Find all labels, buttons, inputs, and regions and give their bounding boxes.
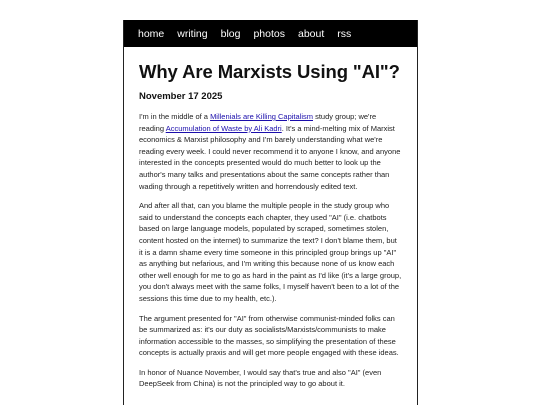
post-content [124, 47, 417, 390]
nav-photos-link[interactable]: photos [253, 27, 285, 40]
post-title: Why Are Marxists Using "AI"? [139, 61, 400, 82]
accumulation-of-waste-link[interactable]: Accumulation of Waste by Ali Kadri [165, 123, 282, 133]
post-date: November 17 2025 [139, 91, 223, 102]
nav-home-link[interactable]: home [138, 27, 165, 40]
paragraph-2: And after all that, can you blame the multiple people in the study group who said to understand the concepts each chapter, they used "AI" (i.e. chatbots based on large language models, populated by scraped, sometimes stolen, content hosted on the internet) to summarize the text? I don't blame them, but it is a damn shame every time someone in this principled group brings up "AI" as anything but nefarious, and I'm writing this because none of us know each other well enough for me to go as hard in the paint as I'd like (it's a large group, you don't always meet with the same folks, I myself haven't been to a lot of the sessions this time due to my health, etc.). [139, 201, 402, 303]
paragraph-1-text-a: I'm in the middle of a [139, 112, 211, 121]
nav-rss-link[interactable]: rss [337, 27, 352, 40]
paragraph-1-text-c: . It's a mind-melting mix of Marxist economics & Marxist philosophy and I'm barely understanding what we're reading every week. I could never recommend it to anyone I know, and anyone interested in the concepts presented would do much better to look up the author's many talks and presentations about the same concepts rather than wading through a repetitively written and horrendously edited text. [139, 123, 401, 191]
paragraph-3: The argument presented for "AI" from otherwise communist-minded folks can be summarized as: it's our duty as socialists/Marxists/communists to make information accessible to the masses, so simplifying the presentation of these concepts is actually praxis and will get more people engaged with these ideas. [139, 313, 399, 358]
top-nav [124, 20, 417, 47]
nav-about-link[interactable]: about [298, 27, 325, 40]
nav-writing-link[interactable]: writing [177, 27, 208, 40]
paragraph-1-text-b: study group; we're reading [139, 112, 377, 133]
page-container [123, 20, 418, 405]
nav-blog-link[interactable]: blog [220, 27, 241, 40]
paragraph-4: In honor of Nuance November, I would say that's true and also "AI" (even DeepSeek from China) is not the principled way to go about it. [139, 367, 382, 389]
paragraph-1 [139, 111, 402, 192]
millenials-killing-capitalism-link[interactable]: Millenials are Killing Capitalism [210, 112, 314, 121]
